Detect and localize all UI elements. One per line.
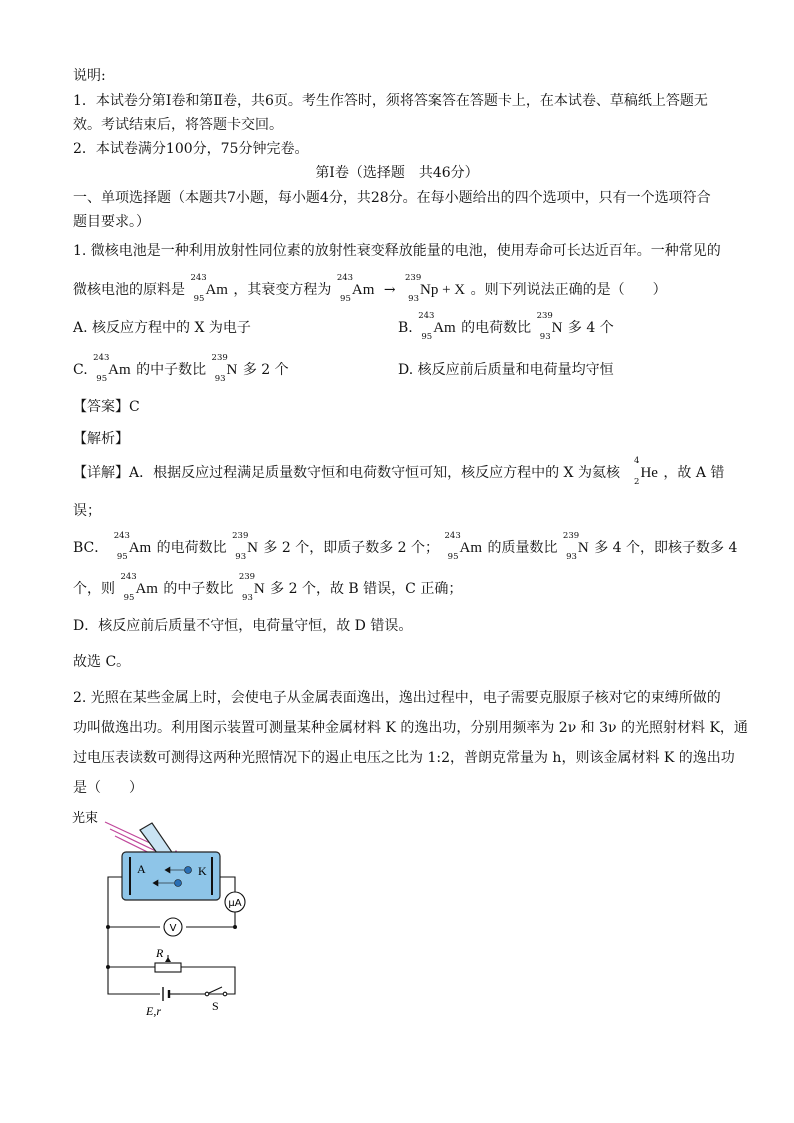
rheostat-slider <box>165 957 171 962</box>
n-nuclide-b: 239 93 N <box>536 311 563 342</box>
microammeter-label: μA <box>228 898 242 909</box>
intro-line-2: 2．本试卷满分100分，75分钟完卷。 <box>73 141 309 157</box>
am-nuclide: 243 95 Am <box>190 273 228 304</box>
q1-line2-text-c: 。则下列说法正确的是（ ） <box>470 282 667 298</box>
q1-analysis-heading: 【解析】 <box>73 431 129 447</box>
battery <box>163 987 169 1001</box>
q1-line-2 <box>73 273 667 304</box>
plate-k-label: K <box>198 864 207 878</box>
intro-heading: 说明: <box>73 68 106 84</box>
plate-a-label: A <box>137 862 146 876</box>
n-nuclide-bc2: 239 93 N <box>562 531 589 562</box>
rheostat-label: R <box>156 946 164 960</box>
am-nuclide-b: 243 95 Am <box>418 311 456 342</box>
photoelectric-circuit-diagram <box>60 805 260 1020</box>
q1-line-1: 1. 微核电池是一种利用放射性同位素的放射性衰变释放能量的电池，使用寿命可长达近百年。一种常见的 <box>73 243 721 259</box>
q1-answer: 【答案】C <box>73 399 140 415</box>
q1-line2-text-b: ，其衰变方程为 <box>233 282 332 298</box>
q1-choose: 故选 C。 <box>73 654 131 670</box>
q1-detail-line-2: 误； <box>73 503 101 519</box>
q1-bc-line-2: 个，则 243 95 Am 的中子数比 239 93 N 多 2 个，故 B 错误，C 正确； <box>73 572 463 603</box>
section-line-2: 题目要求。） <box>73 214 150 230</box>
beam-label: 光束 <box>72 811 99 826</box>
am-nuclide-bc1: 243 95 Am <box>113 531 152 562</box>
q1-detail-line: 【详解】A．根据反应过程满足质量数守恒和电荷数守恒可知，核反应方程中的 X 为氦核 4 2 He ，故 A 错 <box>73 456 725 487</box>
am-nuclide-bc3: 243 95 Am <box>120 572 158 603</box>
battery-label: E,r <box>146 1004 161 1018</box>
q1-option-b: B. 243 95 Am 的电荷数比 239 93 N 多 4 个 <box>398 311 614 342</box>
q1-option-d: D. 核反应前后质量和电荷量均守恒 <box>398 362 614 378</box>
rheostat <box>155 963 181 972</box>
am-nuclide-eq: 243 95 Am <box>336 273 375 304</box>
q2-line-2: 功叫做逸出功。利用图示装置可测量某种金属材料 K 的逸出功，分别用频率为 2ν 和 3ν 的光照射材料 K，通 <box>73 720 748 736</box>
intro-line-1: 1．本试卷分第Ⅰ卷和第Ⅱ卷，共6页。考生作答时，须将答案答在答题卡上，在本试卷、草稿纸上答题无 <box>73 93 708 109</box>
q1-line2-text-a: 微核电池的原料是 <box>73 282 185 298</box>
section-line-1: 一、单项选择题（本题共7小题，每小题4分，共28分。在每小题给出的四个选项中，只有一个选项符合 <box>73 190 711 206</box>
he-nuclide: 4 2 He <box>634 456 658 487</box>
q1-option-c: C. 243 95 Am 的中子数比 239 93 N 多 2 个 <box>73 353 289 384</box>
q1-option-a: A. 核反应方程中的 X 为电子 <box>73 320 251 336</box>
q2-line-4: 是（ ） <box>73 780 143 796</box>
q2-line-3: 过电压表读数可测得这两种光照情况下的遏止电压之比为 1:2，普朗克常量为 h，则该金属材料 K 的逸出功 <box>73 750 735 766</box>
n-nuclide-bc1: 239 93 N <box>232 531 258 562</box>
switch-label: S <box>212 999 219 1013</box>
voltmeter-label: V <box>169 923 177 934</box>
np-nuclide: 239 93 Np + X <box>405 273 466 304</box>
am-nuclide-c: 243 95 Am <box>93 353 131 384</box>
q1-bc-line: BC． 243 95 Am 的电荷数比 239 93 N 多 2 个，即质子数多 2 个； 243 95 Am 的质量数比 239 93 N 多 4 个，即核子数多 4 <box>73 531 738 562</box>
q1-d-line: D．核反应前后质量不守恒，电荷量守恒，故 D 错误。 <box>73 618 413 634</box>
reaction-arrow: → <box>383 282 396 298</box>
part-title: 第Ⅰ卷（选择题 共46分） <box>315 165 479 181</box>
intro-line-1b: 效。考试结束后，将答题卡交回。 <box>73 117 283 133</box>
am-nuclide-bc2: 243 95 Am <box>444 531 482 562</box>
n-nuclide-bc3: 239 93 N <box>238 572 265 603</box>
n-nuclide-c: 239 93 N <box>211 353 238 384</box>
q2-line-1: 2. 光照在某些金属上时，会使电子从金属表面逸出，逸出过程中，电子需要克服原子核对它的束缚所做的 <box>73 690 721 706</box>
